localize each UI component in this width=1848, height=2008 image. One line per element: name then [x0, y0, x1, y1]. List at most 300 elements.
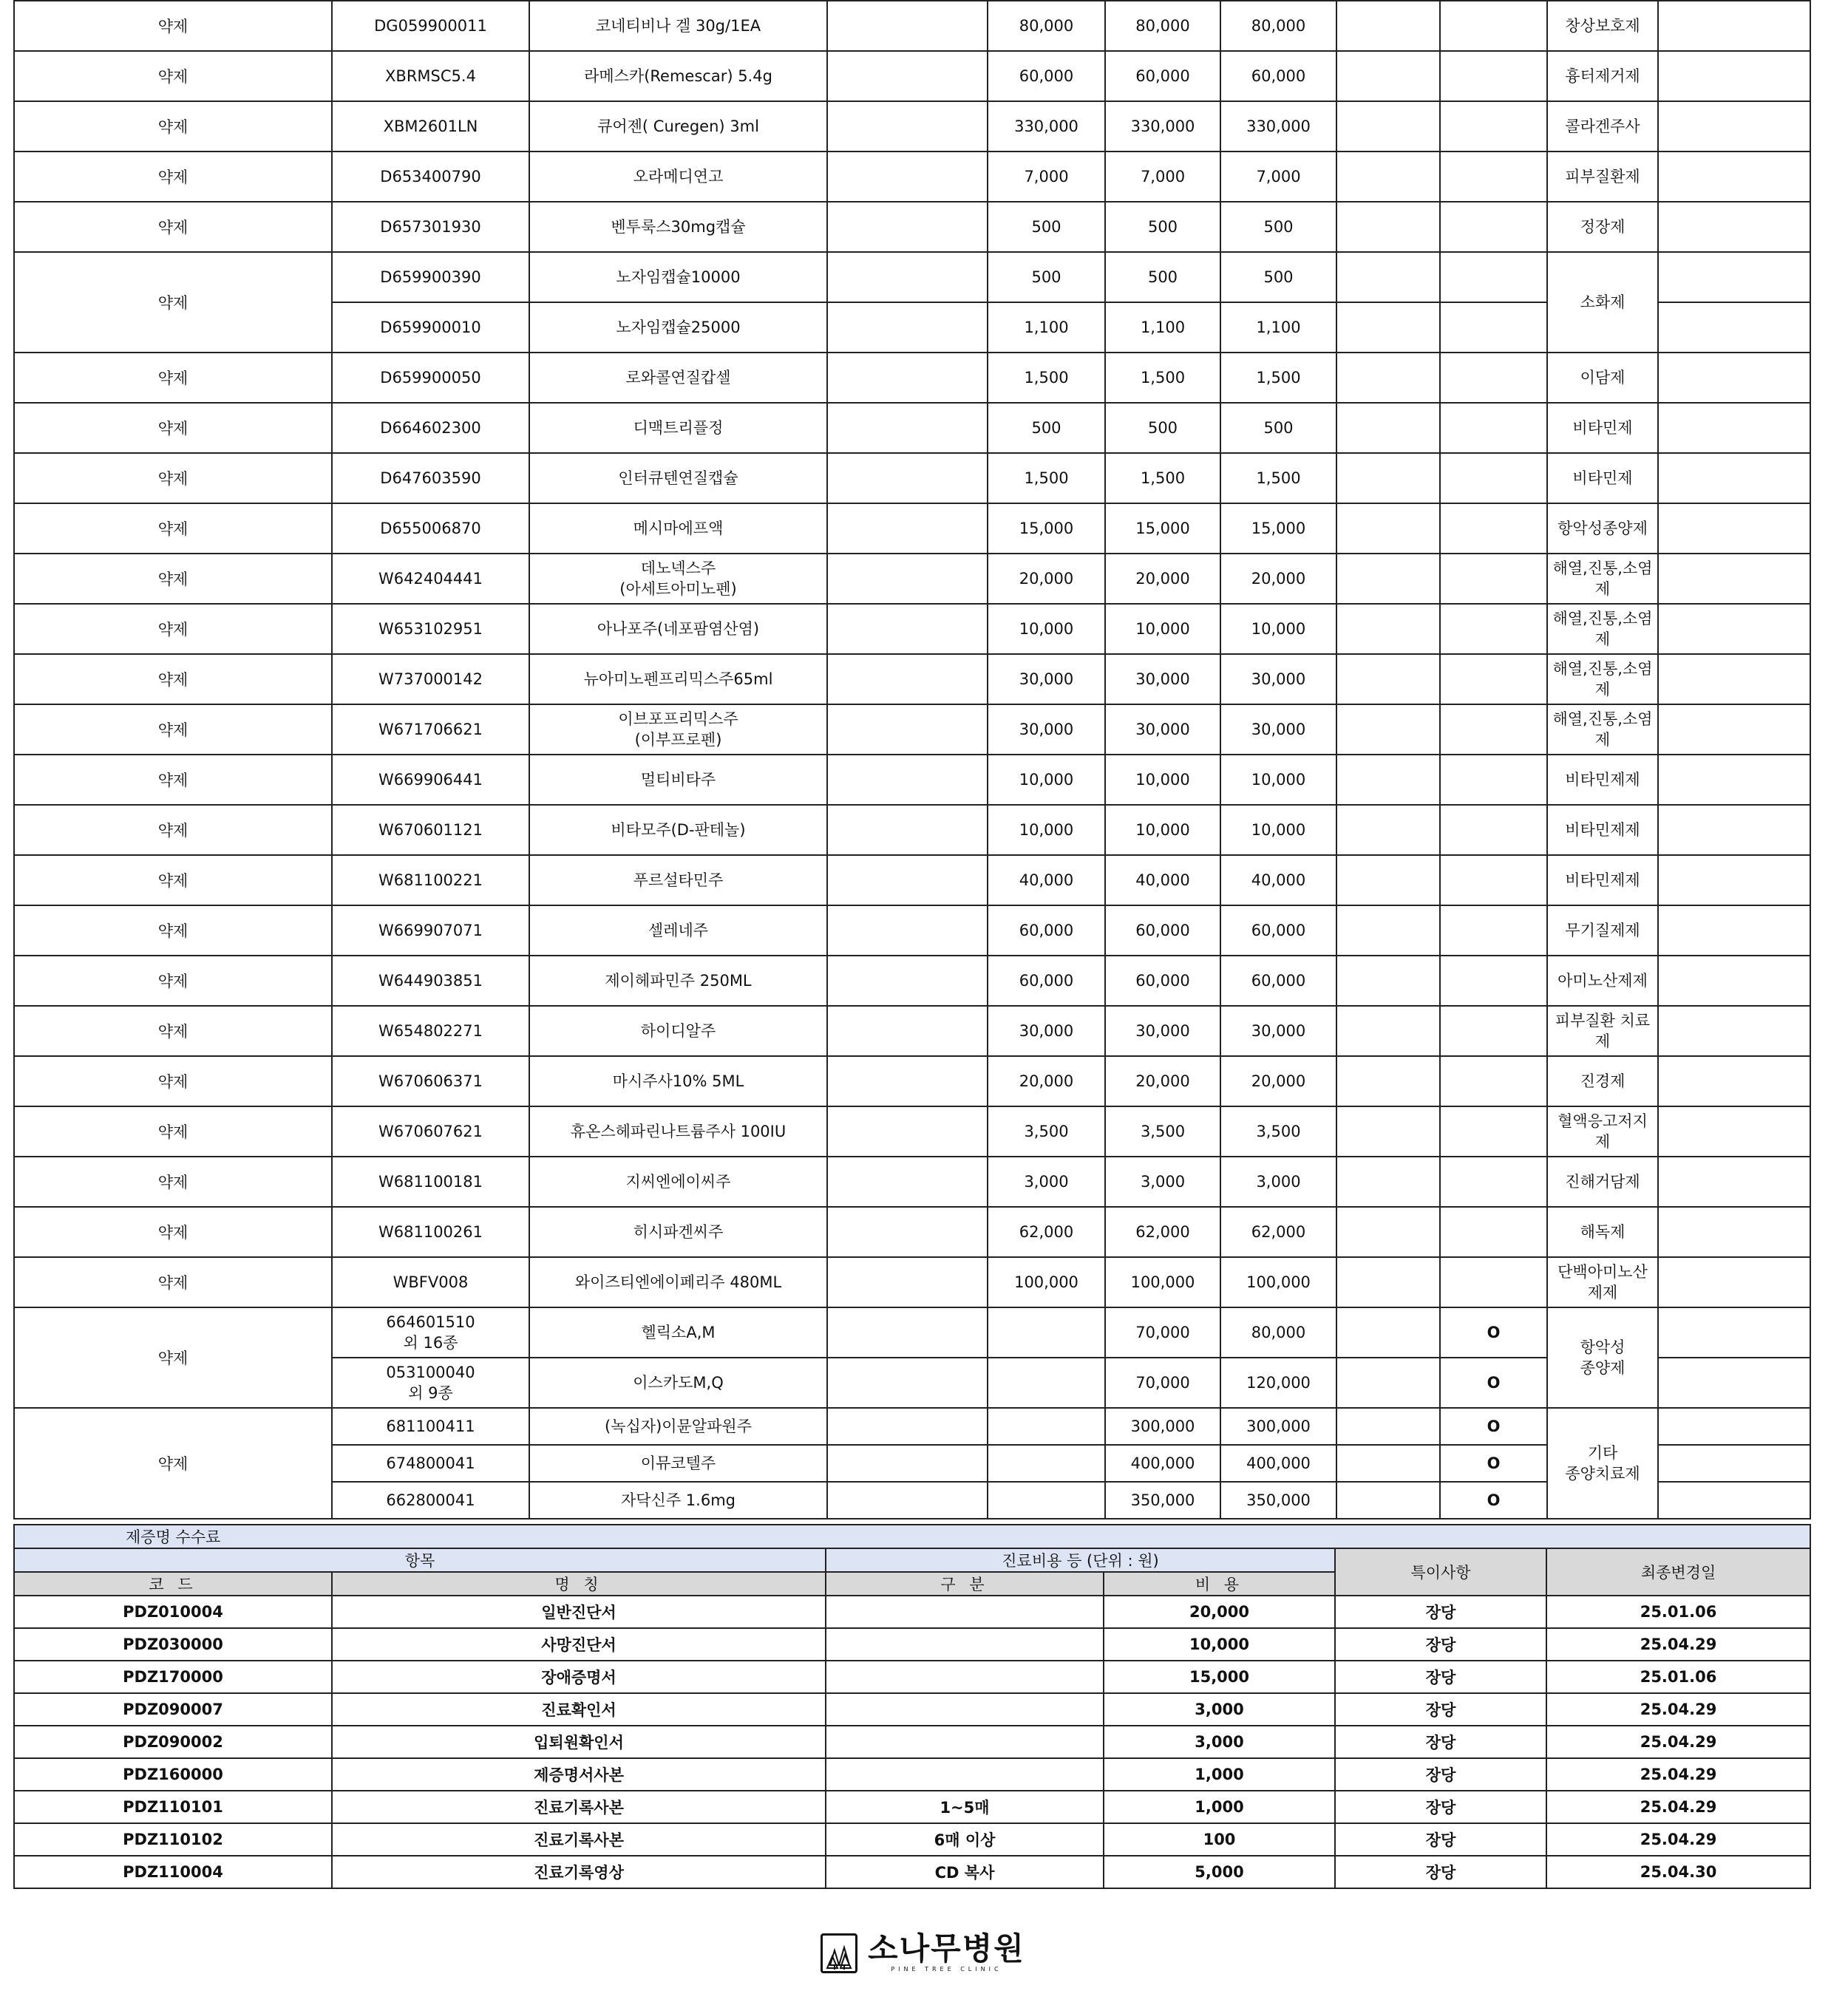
mark-cell	[1440, 302, 1547, 353]
use-cell: 콜라겐주사	[1547, 101, 1658, 152]
price-1-cell: 80,000	[988, 1, 1105, 51]
name-cell: (녹십자)이뮨알파원주	[529, 1408, 827, 1445]
table-row	[14, 956, 1810, 1006]
table-row	[14, 353, 1810, 403]
price-2-cell: 3,000	[1105, 1157, 1220, 1207]
blank-cell	[1336, 202, 1440, 252]
mark-cell	[1440, 905, 1547, 956]
blank-cell	[827, 654, 988, 704]
price-2-cell: 400,000	[1105, 1445, 1220, 1482]
price-2-cell: 10,000	[1105, 805, 1220, 855]
header-type: 구 분	[826, 1572, 1104, 1596]
name-cell: 셀레네주	[529, 905, 827, 956]
table-row	[14, 1, 1810, 51]
price-1-cell: 100,000	[988, 1257, 1105, 1307]
price-2-cell: 1,500	[1105, 353, 1220, 403]
fee-name-cell: 진료기록영상	[332, 1856, 826, 1888]
table-row	[14, 704, 1810, 755]
use-cell: 비타민제제	[1547, 805, 1658, 855]
table-row	[14, 1307, 1810, 1358]
table-row	[14, 855, 1810, 905]
price-2-cell: 10,000	[1105, 755, 1220, 805]
price-1-cell: 1,500	[988, 353, 1105, 403]
category-cell: 약제	[14, 353, 332, 403]
blank-cell	[1658, 503, 1810, 554]
code-cell: W670607621	[332, 1106, 529, 1157]
category-cell: 약제	[14, 1408, 332, 1519]
price-1-cell: 3,500	[988, 1106, 1105, 1157]
code-cell: W644903851	[332, 956, 529, 1006]
name-cell: 푸르설타민주	[529, 855, 827, 905]
category-cell: 약제	[14, 1257, 332, 1307]
blank-cell	[827, 1157, 988, 1207]
fee-type-cell: 1~5매	[826, 1791, 1104, 1823]
name-cell: 아나포주(네포팜염산염)	[529, 604, 827, 654]
table-row	[14, 554, 1810, 604]
use-cell: 기타 종양치료제	[1547, 1408, 1658, 1519]
category-cell: 약제	[14, 855, 332, 905]
blank-cell	[1336, 1157, 1440, 1207]
mark-cell	[1440, 1, 1547, 51]
price-1-cell: 10,000	[988, 604, 1105, 654]
price-2-cell: 70,000	[1105, 1358, 1220, 1408]
mark-cell: O	[1440, 1307, 1547, 1358]
blank-cell	[827, 353, 988, 403]
table-row	[14, 1157, 1810, 1207]
code-cell: W654802271	[332, 1006, 529, 1056]
price-3-cell: 400,000	[1220, 1445, 1336, 1482]
code-cell: XBRMSC5.4	[332, 51, 529, 101]
price-2-cell: 60,000	[1105, 51, 1220, 101]
price-2-cell: 500	[1105, 403, 1220, 453]
blank-cell	[827, 1445, 988, 1482]
use-cell: 진경제	[1547, 1056, 1658, 1106]
blank-cell	[1658, 353, 1810, 403]
price-2-cell: 40,000	[1105, 855, 1220, 905]
fee-code-cell: PDZ110004	[14, 1856, 332, 1888]
category-cell: 약제	[14, 805, 332, 855]
table-row	[14, 1056, 1810, 1106]
name-cell: 이스카도M,Q	[529, 1358, 827, 1408]
code-cell: W669906441	[332, 755, 529, 805]
blank-cell	[827, 1408, 988, 1445]
mark-cell	[1440, 855, 1547, 905]
price-3-cell: 10,000	[1220, 604, 1336, 654]
table-row	[14, 755, 1810, 805]
name-cell: 제이헤파민주 250ML	[529, 956, 827, 1006]
use-cell: 정장제	[1547, 202, 1658, 252]
header-name: 명 칭	[332, 1572, 826, 1596]
blank-cell	[827, 1006, 988, 1056]
blank-cell	[827, 1056, 988, 1106]
price-2-cell: 30,000	[1105, 654, 1220, 704]
fee-updated-cell: 25.04.29	[1546, 1693, 1810, 1726]
category-cell: 약제	[14, 101, 332, 152]
use-cell: 해독제	[1547, 1207, 1658, 1257]
price-2-cell: 60,000	[1105, 956, 1220, 1006]
header-note: 특이사항	[1335, 1548, 1546, 1596]
name-cell: 노자임캡슐25000	[529, 302, 827, 353]
use-cell: 해열,진통,소염제	[1547, 704, 1658, 755]
fee-cost-cell: 3,000	[1104, 1693, 1335, 1726]
category-cell: 약제	[14, 403, 332, 453]
table-row	[14, 403, 1810, 453]
fee-code-cell: PDZ110101	[14, 1791, 332, 1823]
price-3-cell: 500	[1220, 252, 1336, 302]
table-row	[14, 905, 1810, 956]
category-cell: 약제	[14, 704, 332, 755]
blank-cell	[1658, 1482, 1810, 1519]
blank-cell	[1658, 1408, 1810, 1445]
name-cell: 뉴아미노펜프리믹스주65ml	[529, 654, 827, 704]
blank-cell	[1336, 1408, 1440, 1445]
blank-cell	[1336, 152, 1440, 202]
category-cell: 약제	[14, 956, 332, 1006]
code-cell: W681100221	[332, 855, 529, 905]
blank-cell	[1336, 252, 1440, 302]
table-row	[14, 805, 1810, 855]
price-2-cell: 62,000	[1105, 1207, 1220, 1257]
fee-cost-cell: 100	[1104, 1823, 1335, 1856]
table-row	[14, 1006, 1810, 1056]
fee-note-cell: 장당	[1335, 1726, 1546, 1758]
fee-code-cell: PDZ090007	[14, 1693, 332, 1726]
fee-note-cell: 장당	[1335, 1791, 1546, 1823]
fee-type-cell: 6매 이상	[826, 1823, 1104, 1856]
code-cell: D655006870	[332, 503, 529, 554]
blank-cell	[827, 252, 988, 302]
blank-cell	[1658, 805, 1810, 855]
use-cell: 진해거담제	[1547, 1157, 1658, 1207]
price-1-cell: 10,000	[988, 755, 1105, 805]
category-cell: 약제	[14, 1056, 332, 1106]
use-cell: 비타민제	[1547, 453, 1658, 503]
name-cell: 이뮤코텔주	[529, 1445, 827, 1482]
blank-cell	[1658, 1358, 1810, 1408]
name-cell: 멀티비타주	[529, 755, 827, 805]
use-cell: 이담제	[1547, 353, 1658, 403]
price-3-cell: 40,000	[1220, 855, 1336, 905]
price-3-cell: 330,000	[1220, 101, 1336, 152]
name-cell: 히시파겐씨주	[529, 1207, 827, 1257]
mark-cell	[1440, 1056, 1547, 1106]
fee-name-cell: 장애증명서	[332, 1661, 826, 1693]
blank-cell	[1336, 1482, 1440, 1519]
use-cell: 해열,진통,소염제	[1547, 554, 1658, 604]
blank-cell	[1336, 1006, 1440, 1056]
table-row	[14, 1106, 1810, 1157]
category-cell: 약제	[14, 604, 332, 654]
table-row	[14, 1408, 1810, 1445]
price-2-cell: 30,000	[1105, 1006, 1220, 1056]
code-cell: W681100261	[332, 1207, 529, 1257]
price-1-cell: 330,000	[988, 101, 1105, 152]
blank-cell	[1336, 905, 1440, 956]
blank-cell	[827, 453, 988, 503]
price-3-cell: 3,500	[1220, 1106, 1336, 1157]
category-cell: 약제	[14, 905, 332, 956]
code-cell: W671706621	[332, 704, 529, 755]
blank-cell	[827, 51, 988, 101]
name-cell: 벤투룩스30mg캡슐	[529, 202, 827, 252]
blank-cell	[1336, 503, 1440, 554]
mark-cell	[1440, 453, 1547, 503]
blank-cell	[827, 905, 988, 956]
use-cell: 해열,진통,소염제	[1547, 604, 1658, 654]
mark-cell	[1440, 1207, 1547, 1257]
price-2-cell: 350,000	[1105, 1482, 1220, 1519]
table-row	[14, 503, 1810, 554]
fee-cost-cell: 15,000	[1104, 1661, 1335, 1693]
mark-cell	[1440, 554, 1547, 604]
name-cell: 마시주사10% 5ML	[529, 1056, 827, 1106]
fee-updated-cell: 25.04.29	[1546, 1726, 1810, 1758]
blank-cell	[827, 101, 988, 152]
code-cell: 662800041	[332, 1482, 529, 1519]
fee-updated-cell: 25.04.29	[1546, 1823, 1810, 1856]
name-cell: 코네티비나 겔 30g/1EA	[529, 1, 827, 51]
table-row	[14, 51, 1810, 101]
price-3-cell: 3,000	[1220, 1157, 1336, 1207]
code-cell: 053100040 외 9종	[332, 1358, 529, 1408]
blank-cell	[1658, 956, 1810, 1006]
pine-tree-icon	[821, 1933, 857, 1973]
price-3-cell: 350,000	[1220, 1482, 1336, 1519]
category-cell: 약제	[14, 1006, 332, 1056]
mark-cell: O	[1440, 1445, 1547, 1482]
name-cell: 휴온스헤파린나트륨주사 100IU	[529, 1106, 827, 1157]
blank-cell	[827, 704, 988, 755]
blank-cell	[1336, 1056, 1440, 1106]
fee-name-cell: 진료확인서	[332, 1693, 826, 1726]
header-cost: 비 용	[1104, 1572, 1335, 1596]
price-3-cell: 15,000	[1220, 503, 1336, 554]
drug-price-table	[13, 0, 1811, 1519]
fee-name-cell: 진료기록사본	[332, 1791, 826, 1823]
mark-cell	[1440, 51, 1547, 101]
price-1-cell	[988, 1445, 1105, 1482]
fee-name-cell: 진료기록사본	[332, 1823, 826, 1856]
code-cell: W670601121	[332, 805, 529, 855]
mark-cell	[1440, 252, 1547, 302]
blank-cell	[1658, 1207, 1810, 1257]
name-cell: 비타모주(D-판테놀)	[529, 805, 827, 855]
header-code: 코 드	[14, 1572, 332, 1596]
category-cell: 약제	[14, 1106, 332, 1157]
mark-cell	[1440, 604, 1547, 654]
name-cell: 디맥트리플정	[529, 403, 827, 453]
fee-cost-cell: 5,000	[1104, 1856, 1335, 1888]
table-row	[14, 1596, 1810, 1628]
use-cell: 혈액응고저지제	[1547, 1106, 1658, 1157]
mark-cell	[1440, 353, 1547, 403]
blank-cell	[1658, 855, 1810, 905]
price-3-cell: 1,500	[1220, 453, 1336, 503]
price-1-cell: 1,100	[988, 302, 1105, 353]
logo-name-english: PINE TREE CLINIC	[891, 1966, 1002, 1973]
table-row	[14, 1661, 1810, 1693]
fee-type-cell	[826, 1596, 1104, 1628]
blank-cell	[1336, 956, 1440, 1006]
fee-type-cell	[826, 1661, 1104, 1693]
fee-name-cell: 입퇴원확인서	[332, 1726, 826, 1758]
price-2-cell: 300,000	[1105, 1408, 1220, 1445]
name-cell: 헬릭소A,M	[529, 1307, 827, 1358]
fee-cost-cell: 10,000	[1104, 1628, 1335, 1661]
blank-cell	[827, 1307, 988, 1358]
mark-cell: O	[1440, 1482, 1547, 1519]
price-3-cell: 500	[1220, 403, 1336, 453]
price-1-cell: 1,500	[988, 453, 1105, 503]
blank-cell	[1336, 855, 1440, 905]
blank-cell	[1658, 704, 1810, 755]
price-2-cell: 30,000	[1105, 704, 1220, 755]
fee-type-cell	[826, 1726, 1104, 1758]
blank-cell	[827, 755, 988, 805]
price-1-cell: 30,000	[988, 704, 1105, 755]
code-cell: 674800041	[332, 1445, 529, 1482]
fee-updated-cell: 25.04.29	[1546, 1791, 1810, 1823]
fee-note-cell: 장당	[1335, 1823, 1546, 1856]
blank-cell	[1336, 353, 1440, 403]
category-cell: 약제	[14, 503, 332, 554]
blank-cell	[1336, 1, 1440, 51]
blank-cell	[1658, 1, 1810, 51]
fee-type-cell: CD 복사	[826, 1856, 1104, 1888]
price-1-cell	[988, 1358, 1105, 1408]
price-3-cell: 60,000	[1220, 905, 1336, 956]
mark-cell	[1440, 101, 1547, 152]
category-cell: 약제	[14, 152, 332, 202]
blank-cell	[1336, 755, 1440, 805]
code-cell: WBFV008	[332, 1257, 529, 1307]
table-row	[14, 1856, 1810, 1888]
fee-note-cell: 장당	[1335, 1628, 1546, 1661]
table-row	[14, 1791, 1810, 1823]
price-3-cell: 80,000	[1220, 1, 1336, 51]
table-row	[14, 453, 1810, 503]
blank-cell	[827, 956, 988, 1006]
blank-cell	[827, 855, 988, 905]
blank-cell	[827, 1106, 988, 1157]
code-cell: W669907071	[332, 905, 529, 956]
blank-cell	[827, 1482, 988, 1519]
price-2-cell: 100,000	[1105, 1257, 1220, 1307]
fee-name-cell: 사망진단서	[332, 1628, 826, 1661]
use-cell: 피부질환 치료제	[1547, 1006, 1658, 1056]
mark-cell	[1440, 755, 1547, 805]
table-row	[14, 604, 1810, 654]
blank-cell	[827, 1257, 988, 1307]
price-3-cell: 1,100	[1220, 302, 1336, 353]
price-1-cell: 500	[988, 403, 1105, 453]
fee-note-cell: 장당	[1335, 1596, 1546, 1628]
price-3-cell: 60,000	[1220, 956, 1336, 1006]
price-1-cell: 60,000	[988, 905, 1105, 956]
price-3-cell: 60,000	[1220, 51, 1336, 101]
price-1-cell: 60,000	[988, 51, 1105, 101]
code-cell: D664602300	[332, 403, 529, 453]
blank-cell	[1336, 1257, 1440, 1307]
price-3-cell: 120,000	[1220, 1358, 1336, 1408]
name-cell: 라메스카(Remescar) 5.4g	[529, 51, 827, 101]
table-row	[14, 1758, 1810, 1791]
blank-cell	[1336, 654, 1440, 704]
price-2-cell: 60,000	[1105, 905, 1220, 956]
use-cell: 소화제	[1547, 252, 1658, 353]
blank-cell	[1336, 1207, 1440, 1257]
price-1-cell: 20,000	[988, 554, 1105, 604]
code-cell: D659900010	[332, 302, 529, 353]
blank-cell	[1658, 1307, 1810, 1358]
price-3-cell: 1,500	[1220, 353, 1336, 403]
category-cell: 약제	[14, 1157, 332, 1207]
fee-type-cell	[826, 1758, 1104, 1791]
mark-cell	[1440, 1157, 1547, 1207]
blank-cell	[827, 302, 988, 353]
blank-cell	[1336, 101, 1440, 152]
fee-code-cell: PDZ170000	[14, 1661, 332, 1693]
use-cell: 창상보호제	[1547, 1, 1658, 51]
code-cell: 681100411	[332, 1408, 529, 1445]
blank-cell	[1336, 1445, 1440, 1482]
blank-cell	[1658, 302, 1810, 353]
mark-cell	[1440, 503, 1547, 554]
name-cell: 큐어젠( Curegen) 3ml	[529, 101, 827, 152]
blank-cell	[827, 152, 988, 202]
fee-code-cell: PDZ010004	[14, 1596, 332, 1628]
fee-note-cell: 장당	[1335, 1758, 1546, 1791]
fee-name-cell: 제증명서사본	[332, 1758, 826, 1791]
code-cell: W681100181	[332, 1157, 529, 1207]
table-row	[14, 252, 1810, 302]
blank-cell	[1336, 302, 1440, 353]
blank-cell	[1658, 101, 1810, 152]
category-cell: 약제	[14, 1, 332, 51]
header-item: 항목	[14, 1548, 826, 1572]
price-3-cell: 300,000	[1220, 1408, 1336, 1445]
blank-cell	[1336, 805, 1440, 855]
blank-cell	[1336, 1106, 1440, 1157]
blank-cell	[827, 805, 988, 855]
code-cell: W642404441	[332, 554, 529, 604]
blank-cell	[1336, 403, 1440, 453]
fee-cost-cell: 1,000	[1104, 1791, 1335, 1823]
code-cell: 664601510 외 16종	[332, 1307, 529, 1358]
price-1-cell	[988, 1307, 1105, 1358]
price-3-cell: 20,000	[1220, 1056, 1336, 1106]
price-3-cell: 30,000	[1220, 654, 1336, 704]
blank-cell	[1336, 604, 1440, 654]
blank-cell	[827, 1207, 988, 1257]
blank-cell	[1658, 654, 1810, 704]
price-1-cell: 30,000	[988, 654, 1105, 704]
blank-cell	[1336, 1358, 1440, 1408]
use-cell: 해열,진통,소염제	[1547, 654, 1658, 704]
fee-cost-cell: 3,000	[1104, 1726, 1335, 1758]
fee-code-cell: PDZ110102	[14, 1823, 332, 1856]
fee-code-cell: PDZ090002	[14, 1726, 332, 1758]
table-row	[14, 654, 1810, 704]
blank-cell	[1658, 51, 1810, 101]
blank-cell	[1336, 554, 1440, 604]
price-2-cell: 500	[1105, 202, 1220, 252]
price-3-cell: 10,000	[1220, 755, 1336, 805]
use-cell: 항악성종양제	[1547, 503, 1658, 554]
price-1-cell: 20,000	[988, 1056, 1105, 1106]
price-3-cell: 100,000	[1220, 1257, 1336, 1307]
blank-cell	[1658, 1106, 1810, 1157]
